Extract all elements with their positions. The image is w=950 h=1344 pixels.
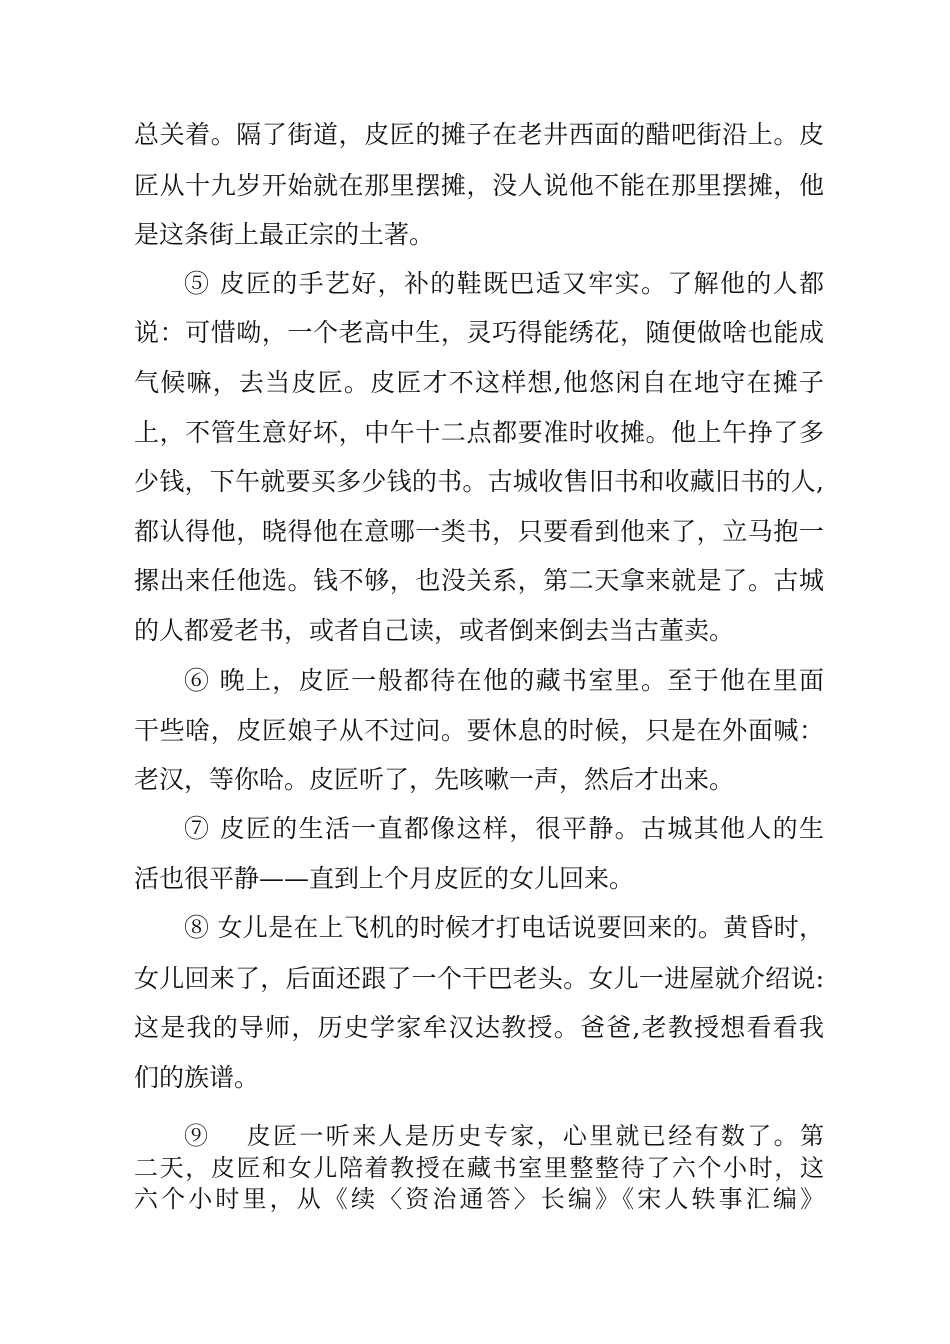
text-line: 少钱，下午就要买多少钱的书。古城收售旧书和收藏旧书的人, xyxy=(134,467,824,496)
text-line: 匠从十九岁开始就在那里摆摊，没人说他不能在那里摆摊，他 xyxy=(134,171,824,200)
text-line: 是这条街上最正宗的土著。 xyxy=(134,220,435,249)
text-line: 说：可惜呦，一个老高中生，灵巧得能绣花，随便做啥也能成 xyxy=(134,318,824,347)
text-line: 六个小时里，从《续〈资治通答〉长编》《宋人轶事汇编》 xyxy=(134,1185,824,1213)
text-line: 二天，皮匠和女儿陪着教授在藏书室里整整待了六个小时，这 xyxy=(134,1154,824,1182)
text-line: 摞出来任他选。钱不够，也没关系，第二天拿来就是了。古城 xyxy=(134,566,824,595)
text-line: 活也很平静——直到上个月皮匠的女儿回来。 xyxy=(134,864,635,893)
text-line: 气候嘛，去当皮匠。皮匠才不这样想,他悠闲自在地守在摊子 xyxy=(134,368,824,397)
text-line: 们的族谱。 xyxy=(134,1063,260,1092)
text-line: ⑨ 皮匠一听来人是历史专家，心里就已经有数了。第 xyxy=(184,1122,824,1150)
text-line: 这是我的导师，历史学家牟汉达教授。爸爸,老教授想看看我 xyxy=(134,1013,824,1042)
text-line: 干些啥，皮匠娘子从不过问。要休息的时候，只是在外面喊： xyxy=(134,716,824,745)
text-line: 总关着。隔了街道，皮匠的摊子在老井西面的醋吧街沿上。皮 xyxy=(134,120,824,149)
text-line: 的人都爱老书，或者自己读，或者倒来倒去当古董卖。 xyxy=(134,616,735,645)
text-line: ⑦ 皮匠的生活一直都像这样，很平静。古城其他人的生 xyxy=(184,814,824,843)
text-line: ⑥ 晚上，皮匠一般都待在他的藏书室里。至于他在里面 xyxy=(184,666,824,695)
text-line: 都认得他，晓得他在意哪一类书，只要看到他来了，立马抱一 xyxy=(134,517,824,546)
text-line: 女儿回来了，后面还跟了一个干巴老头。女儿一进屋就介绍说: xyxy=(134,964,824,993)
text-line: ⑧ 女儿是在上飞机的时候才打电话说要回来的。黄昏时， xyxy=(184,913,824,942)
text-line: ⑤ 皮匠的手艺好，补的鞋既巴适又牢实。了解他的人都 xyxy=(184,269,824,298)
text-line: 上，不管生意好坏，中午十二点都要准时收摊。他上午挣了多 xyxy=(134,418,824,447)
text-line: 老汉，等你哈。皮匠听了，先咳嗽一声，然后才出来。 xyxy=(134,765,735,794)
